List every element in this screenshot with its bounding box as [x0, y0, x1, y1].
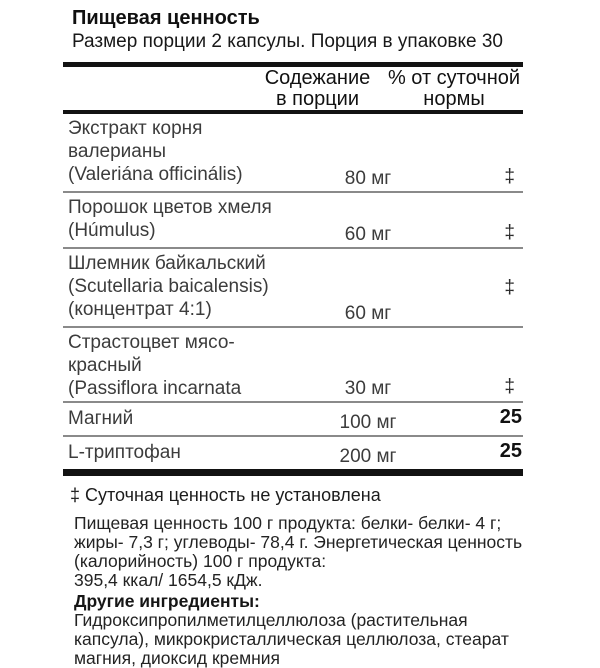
column-header-daily-value	[375, 68, 533, 110]
ingredient-name-line: (Húmulus)	[68, 220, 156, 241]
amount-per-serving: 200 мг	[339, 446, 397, 467]
ingredient-name-line: Шлемник байкальский	[68, 253, 266, 274]
amount-per-serving: 60 мг	[344, 224, 392, 245]
other-ingredients-line: Гидроксипропилметилцеллюлоза (растительная	[74, 610, 468, 630]
ingredient-name-line: (Passiflora incarnata	[68, 378, 242, 399]
amount-per-serving: 60 мг	[344, 303, 392, 324]
daily-value: ‡	[504, 222, 515, 243]
ingredient-name	[63, 407, 298, 435]
column-header-daily-value-line: нормы	[423, 88, 485, 110]
daily-value: 25	[499, 406, 522, 428]
ingredient-name-line: Экстракт корня валерианы	[68, 118, 203, 162]
nutrition-per-100g-text	[74, 514, 523, 590]
ingredient-name-line: (концентрат 4:1)	[68, 299, 212, 320]
supplement-facts-panel	[63, 0, 523, 668]
table-row	[63, 403, 523, 435]
amount-per-serving: 80 мг	[344, 168, 392, 189]
daily-value: ‡	[504, 166, 515, 187]
amount-per-serving: 100 мг	[339, 412, 397, 433]
ingredient-name-line: Порошок цветов хмеля	[68, 197, 272, 218]
ingredient-name	[63, 331, 298, 401]
other-ingredients-line: капсула), микрокристаллическая целлюлоза, стеарат	[74, 629, 509, 649]
ingredient-name-line: (Valeriána officinális)	[68, 164, 243, 185]
table-header-row	[63, 67, 523, 110]
ingredient-name	[63, 196, 298, 247]
ingredient-name	[63, 252, 298, 326]
amount-per-serving: 30 мг	[344, 378, 392, 399]
table-row	[63, 437, 523, 469]
ingredient-name	[63, 117, 298, 191]
panel-title: Пищевая ценность	[72, 7, 260, 29]
other-ingredients-line: магния, диоксид кремния	[74, 648, 281, 668]
nutrition-text-line: Пищевая ценность 100 г продукта: белки- белки- 4 г;	[74, 513, 502, 533]
nutrition-text-line: 395,4 ккал/ 1654,5 кДж.	[74, 570, 263, 590]
daily-value-footnote: ‡ Суточная ценность не установлена	[70, 485, 381, 505]
daily-value: 25	[499, 440, 522, 462]
table-row	[63, 193, 523, 247]
column-header-daily-value-line: % от суточной	[387, 67, 521, 89]
nutrition-text-line: жиры- 7,3 г; углеводы- 78,4 г. Энергетическая ценность	[74, 532, 523, 552]
table-row	[63, 328, 523, 401]
other-ingredients-heading: Другие ингредиенты:	[74, 591, 260, 611]
ingredient-name-line: Страстоцвет мясо-красный	[68, 332, 235, 376]
table-row	[63, 114, 523, 191]
other-ingredients-text	[74, 611, 523, 668]
column-header-amount-line: Содежание	[264, 67, 371, 89]
daily-value: ‡	[504, 276, 515, 298]
serving-size-line: Размер порции 2 капсулы. Порция в упаковке 30	[72, 31, 503, 52]
ingredient-name-line: Магний	[68, 408, 134, 429]
ingredient-name-line: L-триптофан	[68, 442, 181, 463]
daily-value: ‡	[504, 376, 515, 397]
table-row	[63, 249, 523, 326]
ingredient-name	[63, 441, 298, 469]
bottom-rule	[63, 469, 523, 476]
nutrition-text-line: (калорийность) 100 г продукта:	[74, 551, 327, 571]
column-header-amount-line: в порции	[275, 88, 360, 110]
ingredient-name-line: (Scutellaria baicalensis)	[68, 276, 269, 297]
